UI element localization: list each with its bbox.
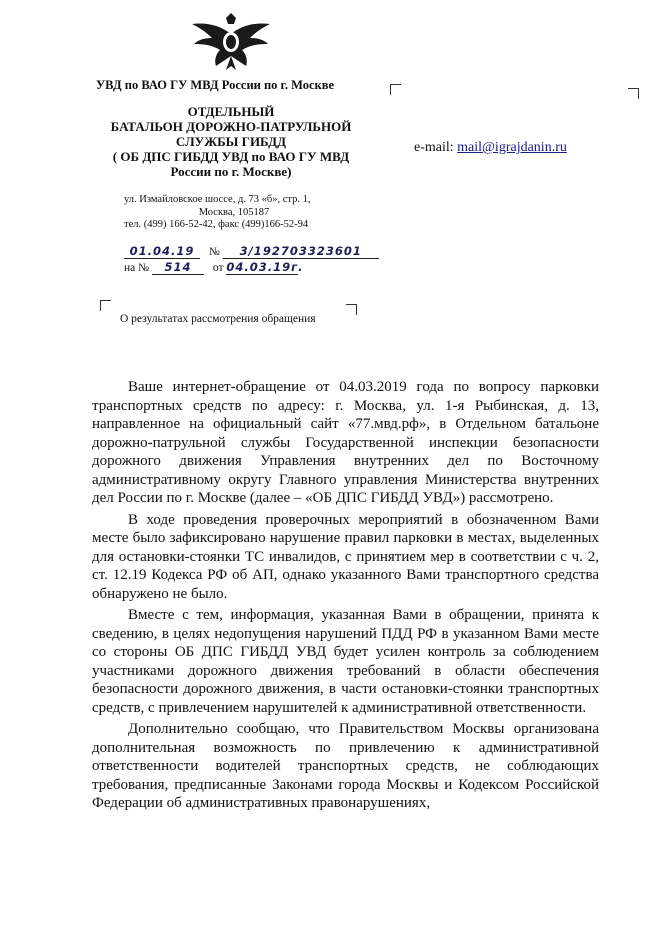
reference-number: 514 <box>152 260 204 275</box>
reference-date: 04.03.19г. <box>226 260 304 274</box>
email-label: e-mail: <box>414 140 454 155</box>
recipient-email <box>414 140 567 156</box>
subject-line: О результатах рассмотрения обращения <box>120 313 316 325</box>
reference-from-label: от <box>212 262 224 274</box>
email-link[interactable]: mail@igrajdanin.ru <box>457 140 567 155</box>
number-label: № <box>208 246 220 258</box>
address-city: Москва, 105187 <box>198 206 270 218</box>
department-line: БАТАЛЬОН ДОРОЖНО-ПАТРУЛЬНОЙ <box>110 119 352 134</box>
registration-date: 01.04.19 <box>124 244 200 259</box>
corner-mark <box>628 88 639 99</box>
reference-label: на № <box>124 262 150 274</box>
body-paragraph: Вместе с тем, информация, указанная Вами в обращении, принята к сведению, в целях недопущения нарушений ПДД РФ в указанном Вами месте со стороны ОБ ДПС ГИБДД УВД будет усилен контроль за соблюдением участниками дорожного движения требований в области обеспечения безопасности дорожного движения, в части остановки-стоянки транспортных средств, с привлечением нарушителей к административной ответственности. <box>92 607 599 716</box>
letter-body <box>92 378 599 816</box>
department-line: ( ОБ ДПС ГИБДД УВД по ВАО ГУ МВД <box>112 149 350 164</box>
registration-number: 3/192703323601 <box>223 244 379 259</box>
corner-mark <box>100 300 111 311</box>
body-paragraph: Ваше интернет-обращение от 04.03.2019 года по вопросу парковки транспортных средств по адресу: г. Москва, ул. 1-я Рыбинская, д. 13, направленное на официальный сайт «77.мвд.рф», в Отдельном батальоне дорожно-патрульной службы Государственной инспекции безопасности дорожного движения Управления внутренних дел по Восточному административному округу Главного управления Министерства внутренних дел России по г. Москве (далее – «ОБ ДПС ГИБДД УВД») рассмотрено. <box>92 379 599 506</box>
reference-row <box>124 260 304 275</box>
sender-address <box>124 194 344 232</box>
double-headed-eagle-emblem-icon <box>186 12 276 72</box>
corner-mark <box>390 84 401 95</box>
address-phones: тел. (499) 166-52-42, факс (499)166-52-94 <box>124 219 309 230</box>
address-street: ул. Измайловское шоссе, д. 73 «б», стр. 1, <box>124 194 311 205</box>
department-title <box>96 104 366 179</box>
corner-mark <box>346 304 357 315</box>
department-line: СЛУЖБЫ ГИБДД <box>175 134 287 149</box>
body-paragraph: Дополнительно сообщаю, что Правительством Москвы организована дополнительная возможность по привлечению к административной ответственности водителей транспортных средств, не соблюдающих требования, предписанные Законами города Москвы и Кодексом Российской Федерации об административных правонарушениях, <box>92 721 599 811</box>
agency-header: УВД по ВАО ГУ МВД России по г. Москве <box>96 78 335 92</box>
department-line: России по г. Москве) <box>170 164 292 179</box>
registration-row <box>124 244 379 259</box>
department-line: ОТДЕЛЬНЫЙ <box>187 104 275 119</box>
body-paragraph: В ходе проведения проверочных мероприятий в обозначенном Вами месте было зафиксировано нарушение правил парковки в местах, выделенных для остановки-стоянки ТС инвалидов, с принятием мер в соответствии с ч. 2, ст. 12.19 Кодекса РФ об АП, однако указанного Вами транспортного средства обнаружено не было. <box>92 511 599 602</box>
